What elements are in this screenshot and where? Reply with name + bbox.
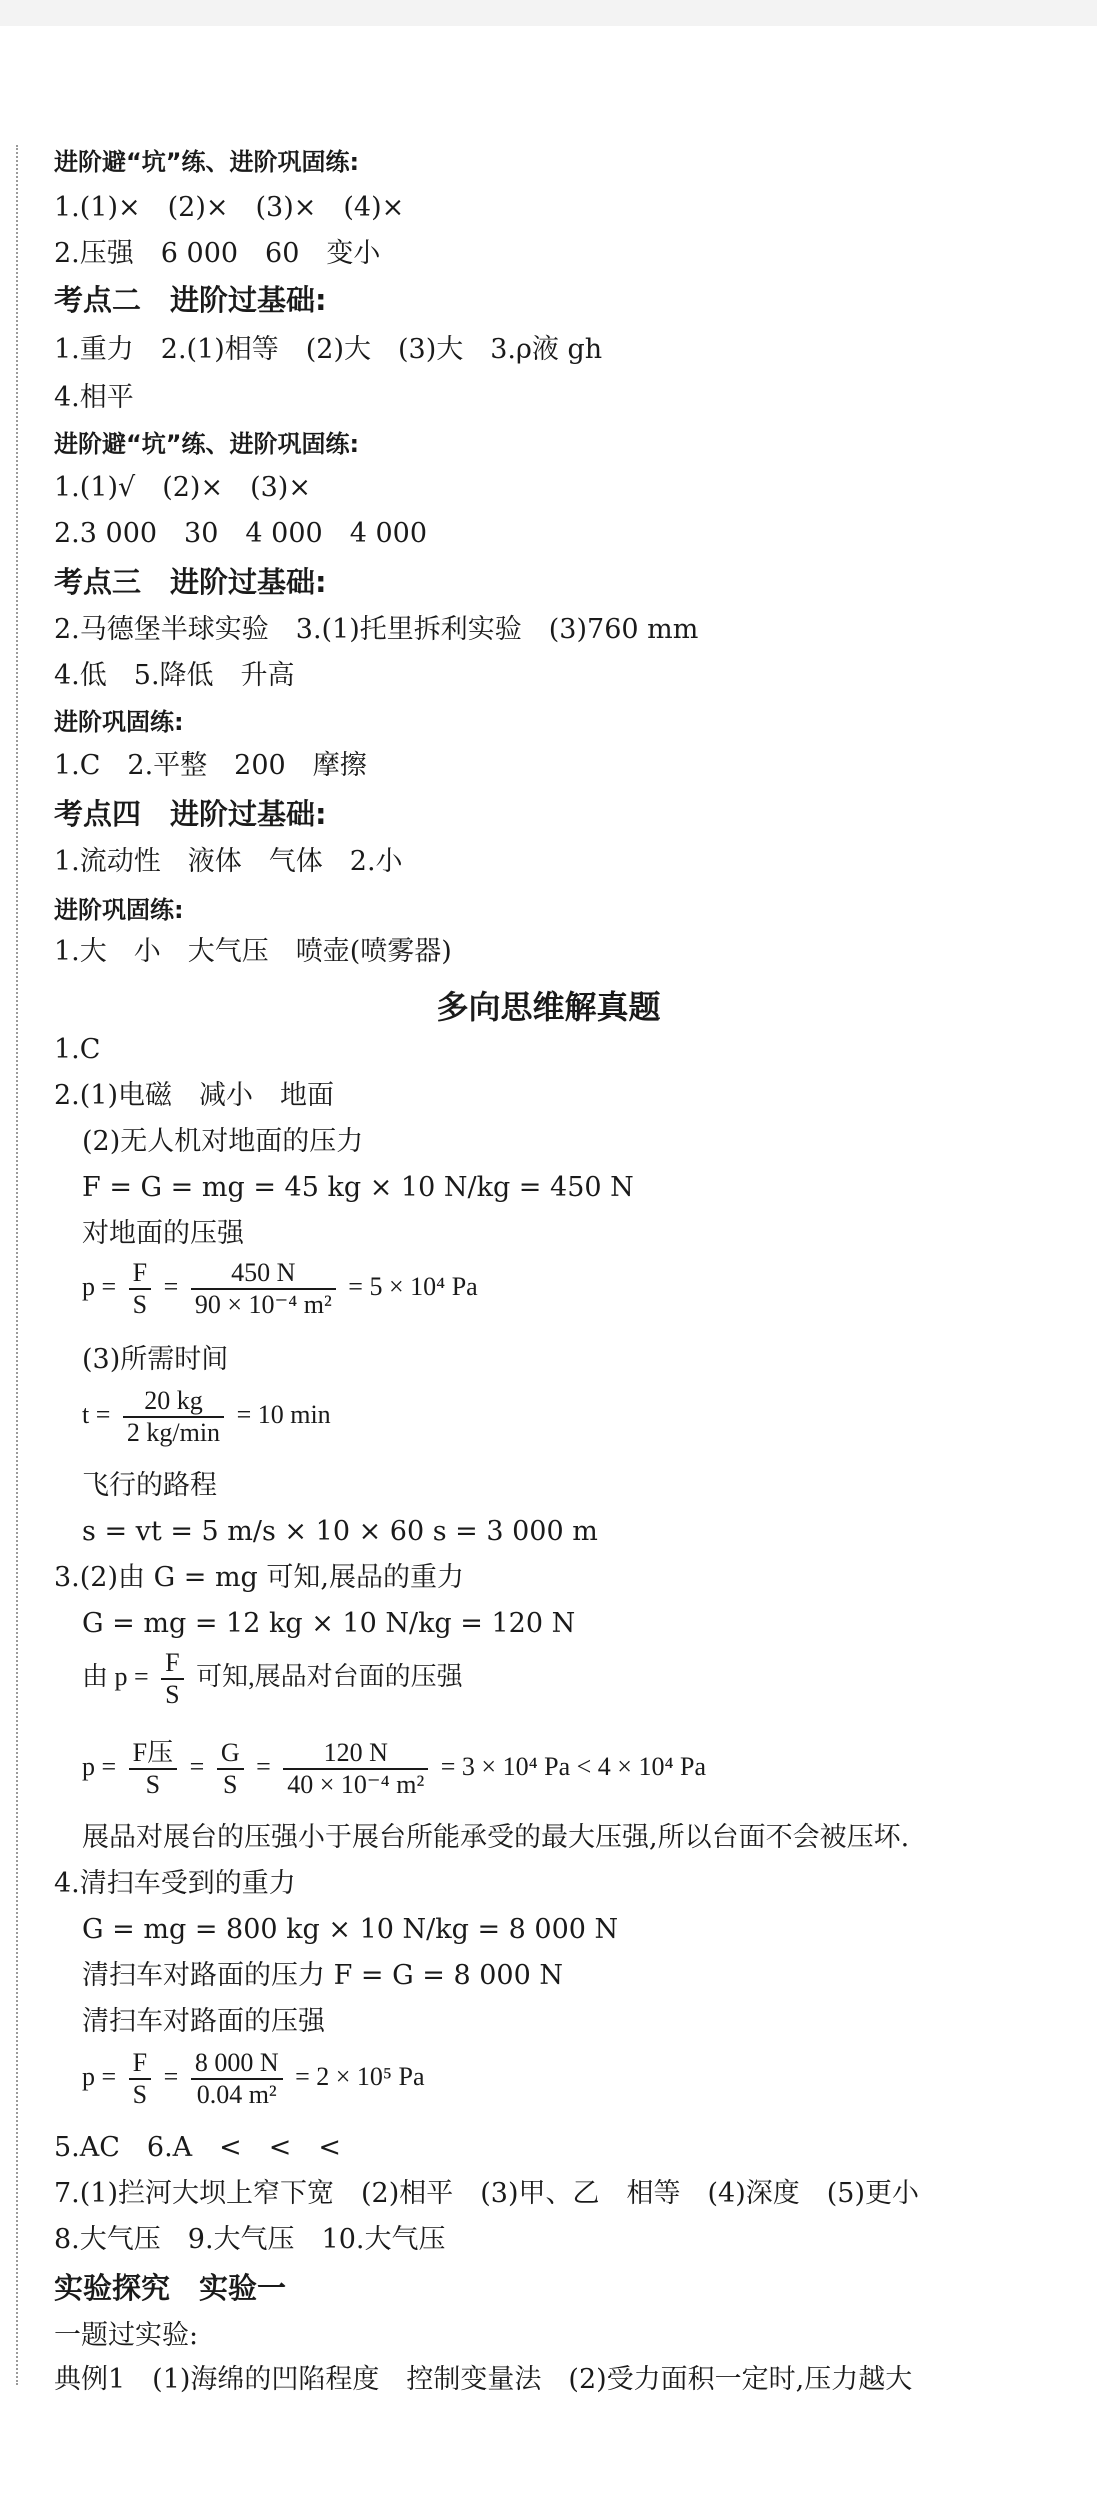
time-formula: t = $\frac{20 kg}{2 kg/\min}$ = 10 min [82, 1386, 331, 1447]
answer-line: 2.(1)电磁 减小 地面 [54, 1080, 335, 1111]
answer-line: 典例1 (1)海绵的凹陷程度 控制变量法 (2)受力面积一定时,压力越大 [54, 2364, 913, 2395]
pressure-formula-1: p = $\frac{F}{S}$ = $\frac{450 N}{\text{90 × 10⁻⁴ m²}}$ = 5 × 10⁴ Pa [82, 1258, 478, 1319]
formula-line: G = mg = 800 kg × 10 N/kg = 8 000 N [82, 1914, 619, 1945]
pressure-formula-2: p = $\frac{\text{F压}}{S}$ = $\frac{G}{S}$ = $\frac{120 N}{\text{40 × 10⁻⁴ m²}}$ = 3 × 10⁴ Pa < 4 × 10⁴ Pa [82, 1738, 707, 1799]
answer-line: (2)无人机对地面的压力 [82, 1126, 364, 1157]
subheading: 进阶避“坑”练、进阶巩固练: [54, 430, 360, 458]
answer-line: 1.(1)√ (2)× (3)× [54, 472, 311, 503]
answer-line: 展品对展台的压强小于展台所能承受的最大压强,所以台面不会被压坏. [82, 1822, 910, 1853]
answer-line: 5.AC 6.A < < < [54, 2132, 342, 2163]
answer-line: 1.(1)× (2)× (3)× (4)× [54, 192, 405, 223]
answer-line: 一题过实验: [54, 2320, 199, 2351]
answer-line: 1.大 小 大气压 喷壶(喷雾器) [54, 936, 452, 967]
answer-line: 1.C [54, 1034, 101, 1065]
answer-line: (3)所需时间 [82, 1344, 229, 1375]
subheading: 进阶巩固练: [54, 896, 184, 924]
section-heading: 考点四 进阶过基础: [54, 797, 327, 831]
subheading: 进阶避“坑”练、进阶巩固练: [54, 148, 360, 176]
pressure-definition: 由 p = $\frac{F}{S}$ 可知,展品对台面的压强 [82, 1648, 463, 1709]
answer-line: 1.C 2.平整 200 摩擦 [54, 750, 367, 781]
answer-line: 7.(1)拦河大坝上窄下宽 (2)相平 (3)甲、乙 相等 (4)深度 (5)更小 [54, 2178, 919, 2209]
answer-line: 3.(2)由 G = mg 可知,展品的重力 [54, 1562, 464, 1593]
answer-line: 2.压强 6 000 60 变小 [54, 238, 381, 269]
answer-line: 4.低 5.降低 升高 [54, 660, 295, 691]
top-bar [0, 0, 1097, 26]
answer-line: 2.3 000 30 4 000 4 000 [54, 518, 428, 549]
formula-line: s = vt = 5 m/s × 10 × 60 s = 3 000 m [82, 1516, 598, 1547]
answer-line: 1.流动性 液体 气体 2.小 [54, 846, 403, 877]
pressure-formula-3: p = $\frac{F}{S}$ = $\frac{8 000 N}{\text{0.04 m²}}$ = 2 × 10⁵ Pa [82, 2048, 425, 2109]
answer-line: 4.相平 [54, 382, 134, 413]
formula-line: F = G = mg = 45 kg × 10 N/kg = 450 N [82, 1172, 634, 1203]
answer-line: 对地面的压强 [82, 1218, 244, 1249]
section-heading: 实验探究 实验一 [54, 2271, 287, 2305]
page-title: 多向思维解真题 [436, 988, 661, 1026]
answer-line: 清扫车对路面的压力 F = G = 8 000 N [82, 1960, 563, 1991]
section-heading: 考点三 进阶过基础: [54, 565, 327, 599]
answer-line: 8.大气压 9.大气压 10.大气压 [54, 2224, 446, 2255]
answer-line: 飞行的路程 [82, 1470, 217, 1501]
answer-line: 4.清扫车受到的重力 [54, 1868, 296, 1899]
answer-line: 2.马德堡半球实验 3.(1)托里拆利实验 (3)760 mm [54, 614, 699, 645]
section-heading: 考点二 进阶过基础: [54, 283, 327, 317]
answer-line: 1.重力 2.(1)相等 (2)大 (3)大 3.ρ液 gh [54, 334, 603, 365]
formula-line: G = mg = 12 kg × 10 N/kg = 120 N [82, 1608, 576, 1639]
margin-dotted-line [16, 145, 18, 2385]
subheading: 进阶巩固练: [54, 708, 184, 736]
answer-line: 清扫车对路面的压强 [82, 2006, 325, 2037]
